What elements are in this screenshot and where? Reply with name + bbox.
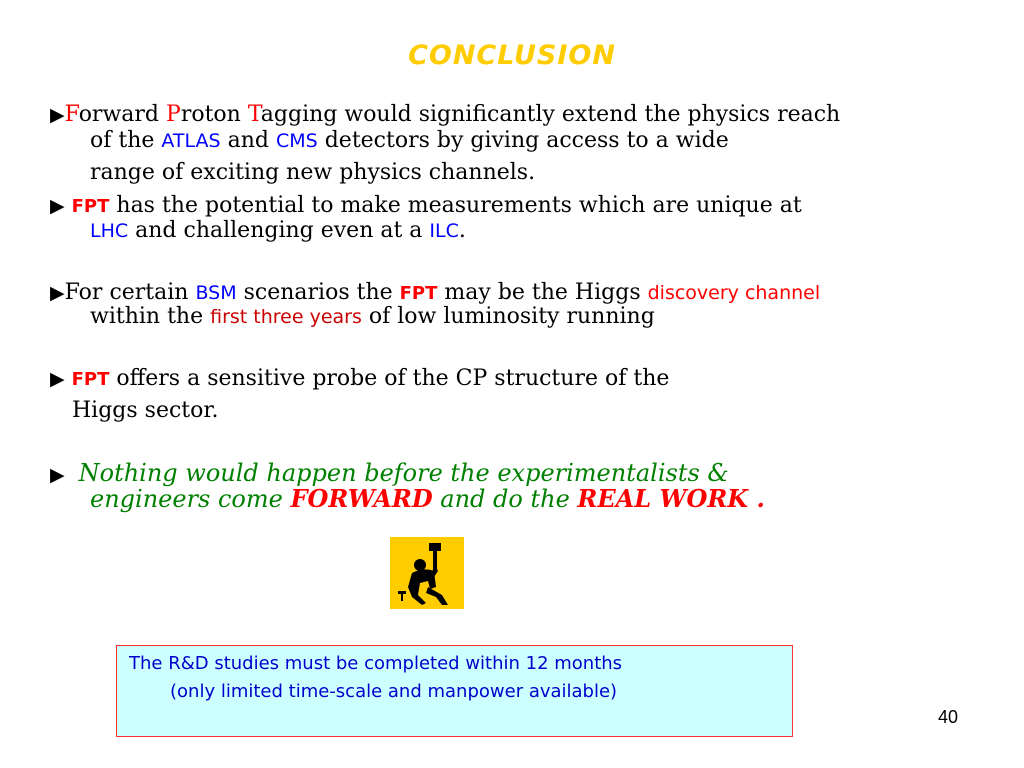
- bullet-2-line-1: ▶ FPT has the potential to make measurements which are unique at: [50, 193, 802, 218]
- bullet-arrow-icon: ▶: [50, 104, 65, 126]
- bullet-1-line-2: of the ATLAS and CMS detectors by giving access to a wide: [90, 128, 729, 153]
- bullet-1-line-1: ▶Forward Proton Tagging would significantly extend the physics reach: [50, 102, 841, 127]
- bullet-arrow-icon: ▶: [50, 368, 65, 390]
- bullet-arrow-icon: ▶: [50, 195, 65, 217]
- bullet-5-line-1: ▶ Nothing would happen before the experimentalists &: [50, 459, 729, 487]
- note-line-2: (only limited time-scale and manpower available): [170, 681, 618, 702]
- bullet-3-line-2: within the first three years of low luminosity running: [90, 304, 655, 329]
- bullet-arrow-icon: ▶: [50, 282, 65, 304]
- page-number: 40: [938, 707, 959, 727]
- worker-with-sledgehammer-icon: [390, 537, 464, 609]
- bullet-3-line-1: ▶For certain BSM scenarios the FPT may be the Higgs discovery channel: [50, 280, 821, 305]
- bullet-2-line-2: LHC and challenging even at a ILC.: [90, 218, 466, 243]
- note-line-1: The R&D studies must be completed within 12 months: [129, 653, 623, 674]
- bullet-4-line-1: ▶ FPT offers a sensitive probe of the CP structure of the: [50, 366, 670, 391]
- worker-clipart-icon: [390, 537, 464, 609]
- bullet-5-line-2: engineers come FORWARD and do the REAL WORK .: [90, 484, 765, 513]
- slide-title: CONCLUSION: [408, 40, 616, 71]
- bullet-1-line-3: range of exciting new physics channels.: [90, 160, 536, 185]
- bullet-4-line-2: Higgs sector.: [72, 398, 219, 423]
- bullet-arrow-icon: ▶: [50, 464, 65, 486]
- note-box: [116, 645, 793, 737]
